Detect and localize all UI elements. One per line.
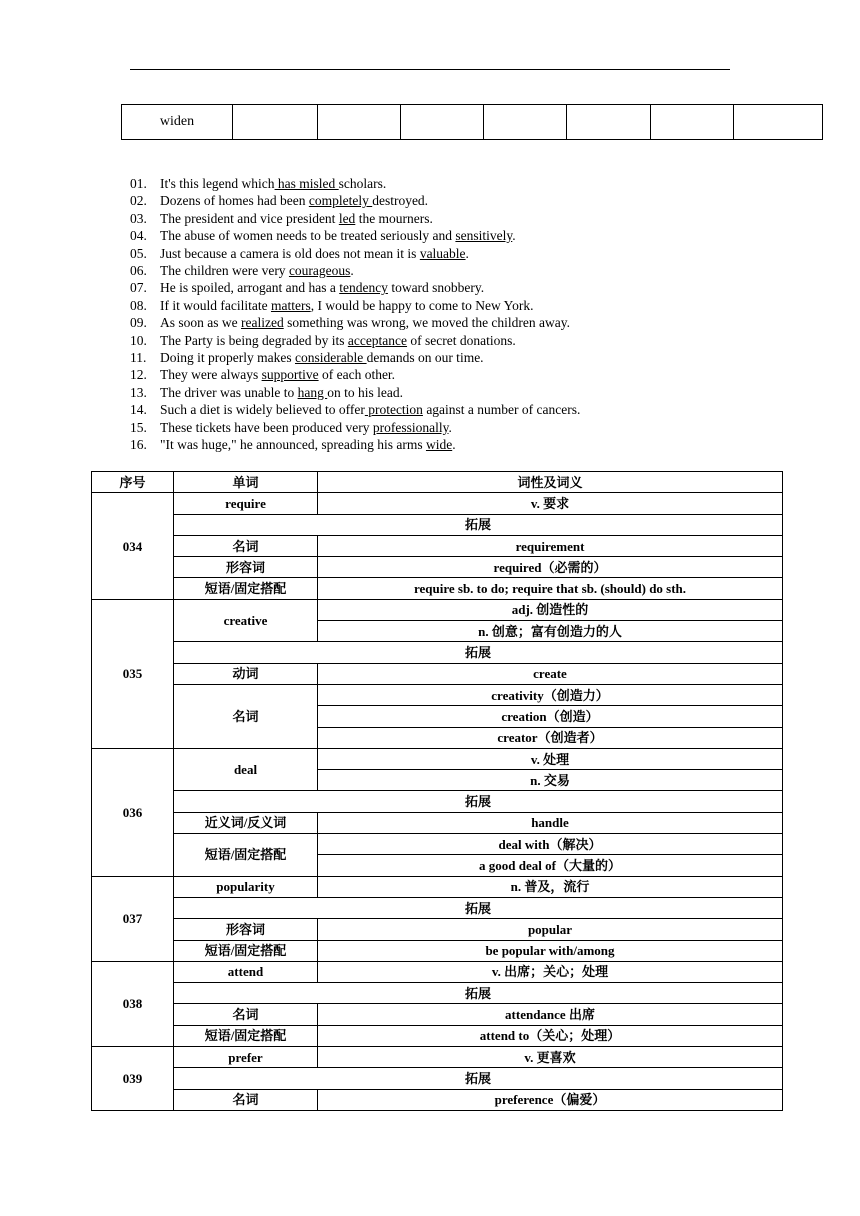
derivative-label: 短语/固定搭配 <box>174 578 318 599</box>
sentence-item <box>130 297 580 314</box>
table-row <box>92 578 783 599</box>
sentence-item <box>130 419 580 436</box>
entry-meaning: v. 更喜欢 <box>318 1047 783 1068</box>
sentence-item <box>130 227 580 244</box>
derivative-label: 短语/固定搭配 <box>174 1025 318 1046</box>
entry-word: attend <box>174 961 318 982</box>
table-row <box>92 919 783 940</box>
sentence-text: As soon as we <box>160 315 241 331</box>
sentence-text: Just because a camera is old does not mean it is <box>160 245 420 261</box>
sentence-text: , I would be happy to come to New York. <box>310 297 534 313</box>
header-word: 单词 <box>174 472 318 493</box>
expand-label: 拓展 <box>174 983 783 1004</box>
word-cell: widen <box>122 105 233 140</box>
entry-meaning: v. 处理 <box>318 748 783 769</box>
sentence-item <box>130 279 580 296</box>
sentence-text: . <box>512 228 516 244</box>
expand-label: 拓展 <box>174 642 783 663</box>
table-row <box>92 1047 783 1068</box>
sentence-item <box>130 192 580 209</box>
sentence-answer: matters <box>270 297 311 313</box>
entry-word: prefer <box>174 1047 318 1068</box>
sentence-text: The children were very <box>160 263 289 279</box>
blank-cell <box>734 105 823 140</box>
sentence-item <box>130 245 580 262</box>
sentence-text: scholars. <box>338 176 387 191</box>
derivative-value: a good deal of（大量的） <box>318 855 783 876</box>
derivative-label: 形容词 <box>174 557 318 578</box>
table-row <box>92 876 783 897</box>
table-row <box>92 748 783 769</box>
sentence-item <box>130 436 580 453</box>
sentence-item <box>130 210 580 227</box>
blank-cell <box>484 105 567 140</box>
blank-cell <box>401 105 484 140</box>
sentence-number: 03. <box>130 210 147 226</box>
entry-meaning: n. 交易 <box>318 770 783 791</box>
derivative-value: preference（偏爱） <box>318 1089 783 1110</box>
sentence-text: He is spoiled, arrogant and has a <box>160 280 340 296</box>
sentence-number: 01. <box>130 176 147 191</box>
derivative-label: 名词 <box>174 1089 318 1110</box>
derivative-value: create <box>318 663 783 684</box>
sentence-number: 08. <box>130 297 147 313</box>
sentence-text: "It was huge," he announced, spreading his arms <box>160 437 426 453</box>
sentence-text: The driver was unable to <box>160 384 298 400</box>
table-row <box>92 535 783 556</box>
derivative-value: creation（创造） <box>318 706 783 727</box>
derivative-label: 形容词 <box>174 919 318 940</box>
sentence-number: 04. <box>130 228 147 244</box>
derivative-label: 名词 <box>174 535 318 556</box>
sentence-text: Dozens of homes had been <box>160 193 309 209</box>
table-row <box>92 493 783 514</box>
sentence-text: If it would facilitate <box>160 297 271 313</box>
sentence-number: 12. <box>130 367 147 383</box>
sentence-text: toward snobbery. <box>387 280 485 296</box>
derivative-label: 近义词/反义词 <box>174 812 318 833</box>
table-row <box>92 642 783 663</box>
sentence-number: 07. <box>130 280 147 296</box>
entry-number: 039 <box>92 1047 174 1111</box>
derivative-label: 名词 <box>174 1004 318 1025</box>
derivative-value: attend to（关心；处理） <box>318 1025 783 1046</box>
derivative-value: deal with（解决） <box>318 834 783 855</box>
entry-word: deal <box>174 748 318 791</box>
sentence-text: The Party is being degraded by its <box>160 332 348 348</box>
blank-cell <box>318 105 401 140</box>
sentence-number: 11. <box>130 350 147 366</box>
sentence-answer: completely <box>308 193 373 209</box>
sentence-answer: led <box>338 210 356 226</box>
derivative-value: require sb. to do; require that sb. (should) do sth. <box>318 578 783 599</box>
table-row <box>92 940 783 961</box>
derivative-label: 动词 <box>174 663 318 684</box>
table-row <box>92 961 783 982</box>
entry-number: 034 <box>92 493 174 599</box>
entry-meaning: v. 出席；关心；处理 <box>318 961 783 982</box>
table-row <box>92 1025 783 1046</box>
table-row <box>92 684 783 705</box>
expand-label: 拓展 <box>174 514 783 535</box>
sentence-item <box>130 314 580 331</box>
table-row <box>92 812 783 833</box>
sentence-answer: has misled <box>274 176 339 191</box>
derivative-value: creator（创造者） <box>318 727 783 748</box>
sentence-text: of secret donations. <box>407 332 516 348</box>
sentence-number: 14. <box>130 402 147 418</box>
derivative-value: handle <box>318 812 783 833</box>
entry-word: require <box>174 493 318 514</box>
table-row <box>92 557 783 578</box>
derivative-label: 短语/固定搭配 <box>174 834 318 877</box>
entry-number: 036 <box>92 748 174 876</box>
entry-word: creative <box>174 599 318 642</box>
sentence-item <box>130 175 580 192</box>
sentence-number: 15. <box>130 419 147 435</box>
derivative-value: requirement <box>318 535 783 556</box>
entry-meaning: n. 普及，流行 <box>318 876 783 897</box>
table-row <box>92 599 783 620</box>
derivative-value: creativity（创造力） <box>318 684 783 705</box>
table-row <box>92 1068 783 1089</box>
header-number: 序号 <box>92 472 174 493</box>
derivative-value: required（必需的） <box>318 557 783 578</box>
sentence-number: 05. <box>130 245 147 261</box>
sentence-answer: acceptance <box>347 332 408 348</box>
sentence-text: . <box>452 437 456 453</box>
sentence-text: on to his lead. <box>327 384 403 400</box>
table-row <box>92 663 783 684</box>
entry-number: 038 <box>92 961 174 1046</box>
sentence-number: 13. <box>130 384 147 400</box>
expand-label: 拓展 <box>174 1068 783 1089</box>
entry-meaning: n. 创意；富有创造力的人 <box>318 621 783 642</box>
sentence-answer: considerable <box>294 350 367 366</box>
sentence-text: the mourners. <box>355 210 433 226</box>
sentence-item <box>130 401 580 418</box>
sentence-number: 09. <box>130 315 147 331</box>
sentence-answer: realized <box>241 315 284 331</box>
sentence-item <box>130 366 580 383</box>
blank-cell <box>233 105 318 140</box>
sentence-text: demands on our time. <box>366 350 484 366</box>
sentence-number: 16. <box>130 437 147 453</box>
sentence-item <box>130 384 580 401</box>
sentence-number: 10. <box>130 332 147 348</box>
header-rule <box>130 69 730 70</box>
derivative-label: 短语/固定搭配 <box>174 940 318 961</box>
sentence-text: The abuse of women needs to be treated seriously and <box>160 228 456 244</box>
sentence-text: destroyed. <box>372 193 429 209</box>
table-row <box>92 834 783 855</box>
sentence-text: They were always <box>160 367 262 383</box>
sentence-item <box>130 349 580 366</box>
sentence-text: These tickets have been produced very <box>160 419 373 435</box>
sentence-text: The president and vice president <box>160 210 339 226</box>
sentence-answer: protection <box>364 402 423 418</box>
sentence-text: It's this legend which <box>160 176 275 191</box>
blank-cell <box>567 105 651 140</box>
widen-table <box>121 104 823 140</box>
sentence-text: . <box>448 419 452 435</box>
sentence-text: Such a diet is widely believed to offer <box>160 402 365 418</box>
table-row <box>92 897 783 918</box>
sentence-answer: tendency <box>339 280 388 296</box>
sentence-item <box>130 262 580 279</box>
entry-meaning: v. 要求 <box>318 493 783 514</box>
sentence-text: something was wrong, we moved the children away. <box>283 315 571 331</box>
sentence-answer: hang <box>297 384 328 400</box>
table-row <box>92 514 783 535</box>
sentence-text: . <box>465 245 469 261</box>
entry-number: 035 <box>92 599 174 748</box>
derivative-label: 名词 <box>174 684 318 748</box>
sentence-answer: professionally <box>372 419 449 435</box>
sentence-answer: courageous <box>288 263 351 279</box>
expand-label: 拓展 <box>174 897 783 918</box>
sentence-text: of each other. <box>318 367 396 383</box>
sentence-item <box>130 332 580 349</box>
table-row <box>92 1089 783 1110</box>
sentence-list <box>130 175 580 454</box>
entry-meaning: adj. 创造性的 <box>318 599 783 620</box>
table-row <box>92 983 783 1004</box>
table-row <box>122 105 823 140</box>
sentence-answer: valuable <box>419 245 466 261</box>
entry-number: 037 <box>92 876 174 961</box>
entry-word: popularity <box>174 876 318 897</box>
derivative-value: popular <box>318 919 783 940</box>
expand-label: 拓展 <box>174 791 783 812</box>
header-meaning: 词性及词义 <box>318 472 783 493</box>
vocab-table <box>91 471 783 1111</box>
table-header-row <box>92 472 783 493</box>
sentence-text: . <box>350 263 354 279</box>
sentence-answer: wide <box>425 437 453 453</box>
sentence-number: 06. <box>130 263 147 279</box>
sentence-answer: supportive <box>261 367 319 383</box>
table-row <box>92 1004 783 1025</box>
derivative-value: attendance 出席 <box>318 1004 783 1025</box>
derivative-value: be popular with/among <box>318 940 783 961</box>
sentence-answer: sensitively <box>455 228 513 244</box>
table-row <box>92 791 783 812</box>
blank-cell <box>651 105 734 140</box>
sentence-number: 02. <box>130 193 147 209</box>
sentence-text: against a number of cancers. <box>422 402 581 418</box>
sentence-text: Doing it properly makes <box>160 350 295 366</box>
